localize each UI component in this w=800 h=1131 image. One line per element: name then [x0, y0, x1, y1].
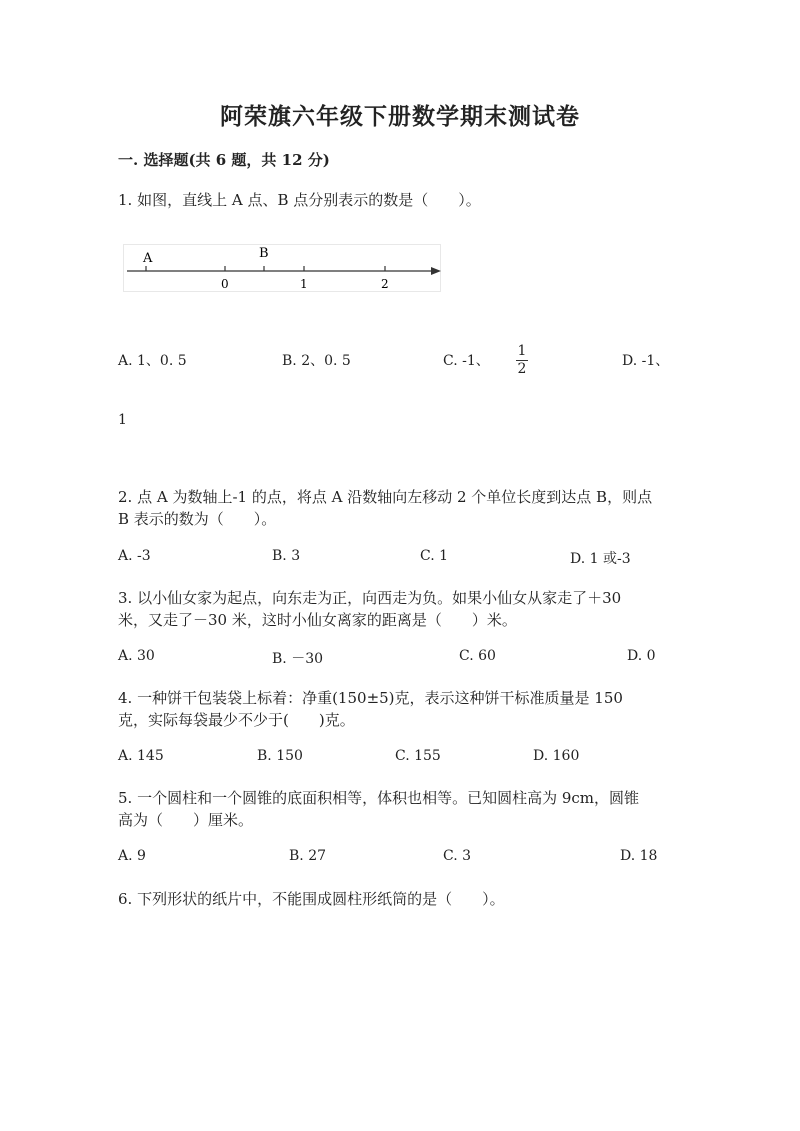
- q1-option-c-fraction: [516, 344, 528, 377]
- q2-option-d: D. 1 或-3: [570, 551, 631, 567]
- q3-option-a: A. 30: [118, 648, 155, 664]
- q1-option-b: B. 2、0. 5: [282, 353, 351, 369]
- q5-option-c: C. 3: [443, 848, 472, 864]
- q3-option-c: C. 60: [459, 648, 496, 664]
- q3-option-b: B. －30: [272, 651, 324, 667]
- question-3-line-2: 米，又走了－30 米，这时小仙女离家的距离是（ ）米。: [118, 611, 517, 629]
- fraction-numerator: 1: [517, 343, 527, 359]
- question-5-line-1: 5. 一个圆柱和一个圆锥的底面积相等，体积也相等。已知圆柱高为 9cm，圆锥: [118, 789, 640, 807]
- figure-border: [124, 245, 441, 292]
- q4-option-a: A. 145: [118, 748, 164, 764]
- fraction-denominator: 2: [517, 361, 527, 377]
- tick-label-2: 2: [381, 277, 389, 291]
- question-4-line-1: 4. 一种饼干包装袋上标着：净重(150±5)克，表示这种饼干标准质量是 150: [118, 689, 623, 707]
- question-4-line-2: 克，实际每袋最少不少于( )克。: [118, 711, 355, 729]
- q1-option-d: D. -1、: [622, 353, 670, 369]
- q3-option-d: D. 0: [627, 648, 656, 664]
- point-b-label: B: [259, 246, 269, 261]
- question-1-text: 1. 如图，直线上 A 点、B 点分别表示的数是（ ）。: [118, 191, 481, 209]
- q1-option-a: A. 1、0. 5: [118, 353, 187, 369]
- q4-option-c: C. 155: [395, 748, 441, 764]
- question-5-line-2: 高为（ ）厘米。: [118, 811, 254, 829]
- q5-option-a: A. 9: [118, 848, 146, 864]
- q2-option-b: B. 3: [272, 548, 301, 564]
- q2-option-c: C. 1: [420, 548, 449, 564]
- q2-option-a: A. -3: [118, 548, 151, 564]
- q5-option-b: B. 27: [289, 848, 327, 864]
- tick-label-0: 0: [221, 277, 229, 291]
- page-title: 阿荣旗六年级下册数学期末测试卷: [220, 103, 580, 130]
- q1-option-d-continued: 1: [118, 412, 127, 428]
- section-heading: 一. 选择题(共 6 题，共 12 分): [118, 151, 330, 169]
- q5-option-d: D. 18: [620, 848, 658, 864]
- question-2-line-1: 2. 点 A 为数轴上-1 的点，将点 A 沿数轴向左移动 2 个单位长度到达点 B，则点: [118, 488, 653, 506]
- q1-option-c: C. -1、: [443, 353, 490, 369]
- point-a-label: A: [143, 251, 153, 266]
- q4-option-d: D. 160: [533, 748, 580, 764]
- question-2-line-2: B 表示的数为（ ）。: [118, 510, 277, 528]
- number-line-figure: [123, 244, 441, 292]
- question-3-line-1: 3. 以小仙女家为起点，向东走为正，向西走为负。如果小仙女从家走了＋30: [118, 589, 622, 607]
- tick-label-1: 1: [300, 277, 308, 291]
- q4-option-b: B. 150: [257, 748, 303, 764]
- question-6-text: 6. 下列形状的纸片中，不能围成圆柱形纸筒的是（ ）。: [118, 890, 505, 908]
